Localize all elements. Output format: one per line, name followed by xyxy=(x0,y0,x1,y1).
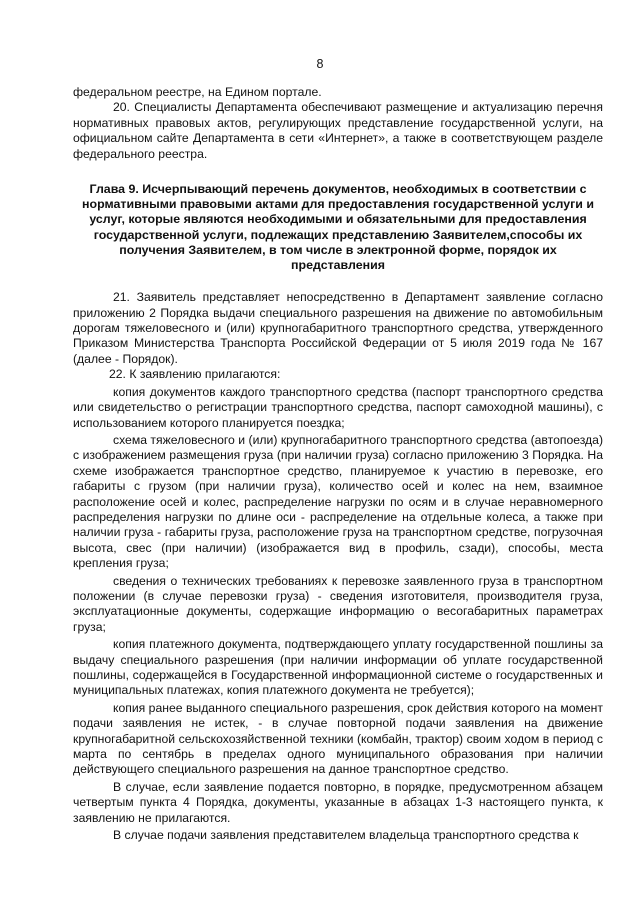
paragraph-item-20: 20. Специалисты Департамента обеспечивают размещение и актуализацию перечня нормативных правовых актов, регулирующих представление государственной услуги, на официальном сайте Департамента в сети «Интернет», а также в соответствующем разделе федерального реестра. xyxy=(73,100,603,161)
list-item-vehicle-documents: копия документов каждого транспортного средства (паспорт транспортного средства или свидетельство о регистрации транспортного средства, паспорт самоходной машины), с использованием которого планируется поездка; xyxy=(73,384,603,430)
paragraph-item-22: 22. К заявлению прилагаются: xyxy=(109,367,281,382)
list-item-cargo-requirements: сведения о технических требованиях к перевозке заявленного груза в транспортном положении (в случае перевозки груза) - сведения изготовителя, производителя груза, эксплуатационные документы, содержащие информацию о весогабаритных параметрах груза; xyxy=(73,573,603,634)
document-body xyxy=(73,85,603,843)
page-number: 8 xyxy=(316,57,324,71)
list-item-vehicle-scheme: схема тяжеловесного и (или) крупногабаритного транспортного средства (автопоезда) с изображением размещения груза (при наличии груза) согласно приложению 3 Порядка. На схеме изображается транспортное средство, планируемое к участию в перевозке, его габариты с грузом (при наличии груза), количество осей и колес на нем, взаимное расположение осей и колес, распределение нагрузки по осям и в случае неравномерного распределения нагрузки по длине оси - распределение на отдельные колеса, а также при наличии груза - габариты груза, расположение груза на транспортном средстве, погрузочная высота, свес (при наличии) (изображается вид в профиль, сзади), способы, места крепления груза; xyxy=(73,432,603,571)
list-item-payment-document: копия платежного документа, подтверждающего уплату государственной пошлины за выдачу специального разрешения (при наличии информации об уплате государственной пошлины, содержащейся в Государственной информационной системе о государственных и муниципальных платежах, копия платежного документа не требуется); xyxy=(73,637,603,698)
paragraph-representative: В случае подачи заявления представителем владельца транспортного средства к xyxy=(113,828,579,843)
chapter-title: Глава 9. Исчерпывающий перечень документов, необходимых в соответствии с нормативными правовыми актами для предоставления государственной услуги и услуг, которые являются необходимыми и обязательными для предоставления государственной услуги, подлежащих представлению Заявителем,способы их получения Заявителем, в том числе в электронной форме, порядок их представления xyxy=(82,182,594,273)
paragraph-item-21: 21. Заявитель представляет непосредственно в Департамент заявление согласно приложению 2 Порядка выдачи специального разрешения на движение по автомобильным дорогам тяжеловесного и (или) крупногабаритного транспортного средства, утвержденного Приказом Министерства Транспорта Российской Федерации от 5 июля 2019 года № 167 (далее - Порядок). xyxy=(73,290,603,366)
paragraph-continuation: федеральном реестре, на Едином портале. xyxy=(73,85,322,99)
list-item-previous-permit: копия ранее выданного специального разрешения, срок действия которого на момент подачи заявления не истек, - в случае повторной подачи заявления на движение крупногабаритной сельскохозяйственной техники (комбайн, трактор) своим ходом в период с марта по сентябрь в пределах одного муниципального образования при наличии действующего специального разрешения на данное транспортное средство. xyxy=(73,700,603,777)
paragraph-repeated-application: В случае, если заявление подается повторно, в порядке, предусмотренном абзацем четвертым пункта 4 Порядка, документы, указанные в абзацах 1-3 настоящего пункта, к заявлению не прилагаются. xyxy=(73,779,603,825)
